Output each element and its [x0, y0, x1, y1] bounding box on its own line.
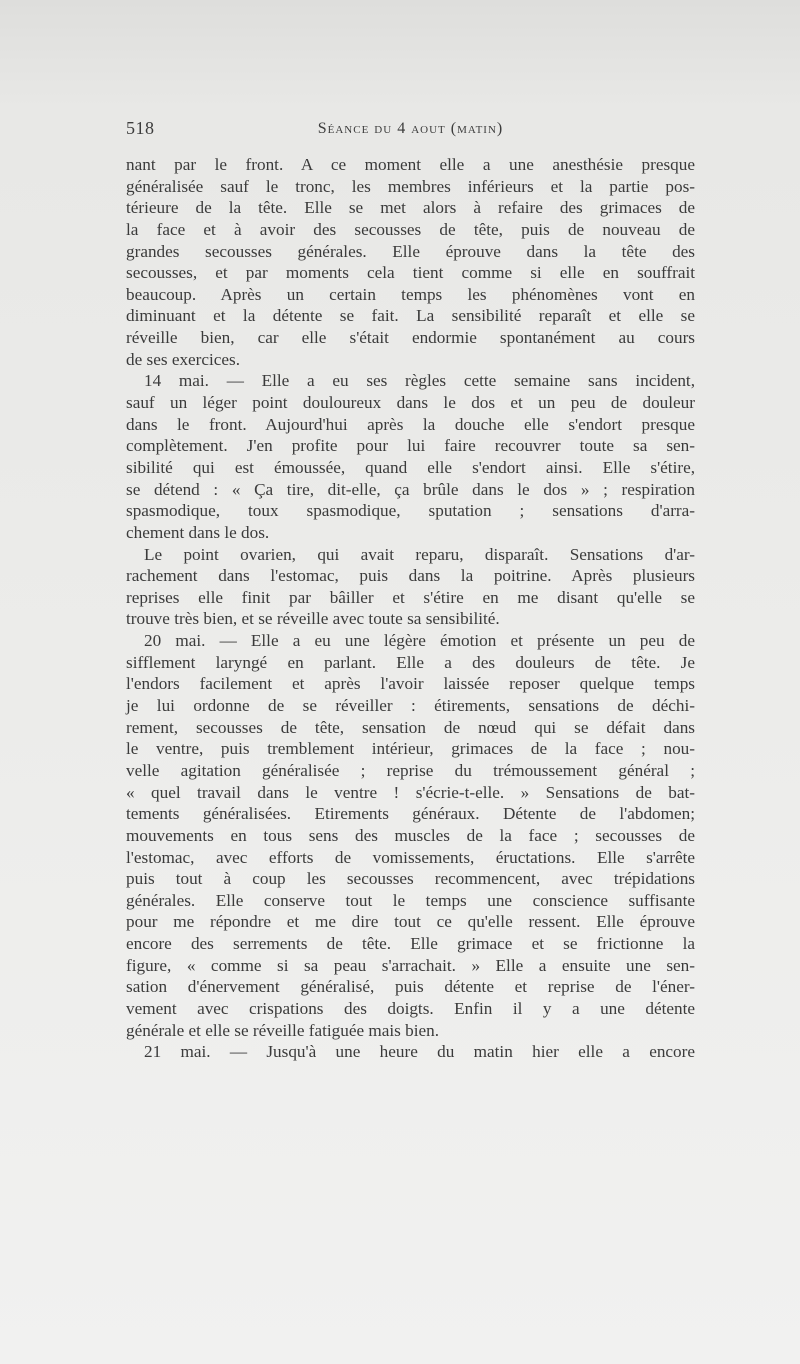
- text-line: reprises elle finit par bâiller et s'étire en me disant qu'elle se: [126, 587, 695, 607]
- text-line: la face et à avoir des secousses de tête, puis de nouveau de: [126, 219, 695, 239]
- text-line: se détend : « Ça tire, dit-elle, ça brûle dans le dos » ; respiration: [126, 479, 695, 499]
- text-line: puis tout à coup les secousses recommencent, avec trépidations: [126, 869, 695, 889]
- book-page: [126, 112, 695, 1063]
- page-number: 518: [126, 118, 155, 138]
- paragraph-20-mai: [126, 630, 695, 1041]
- text-line: « quel travail dans le ventre ! s'écrie-t-elle. » Sensations de bat-: [126, 782, 695, 802]
- text-line: térieure de la tête. Elle se met alors à refaire des grimaces de: [126, 198, 695, 218]
- text-line: figure, « comme si sa peau s'arrachait. » Elle a ensuite une sen-: [126, 955, 695, 975]
- text-line: sation d'énervement généralisé, puis détente et reprise de l'éner-: [126, 977, 695, 997]
- text-line: le ventre, puis tremblement intérieur, grimaces de la face ; nou-: [126, 739, 695, 759]
- text-line: diminuant et la détente se fait. La sensibilité reparaît et elle se: [126, 306, 695, 326]
- paragraph-14-mai: [126, 370, 695, 543]
- text-line: nant par le front. A ce moment elle a une anesthésie presque: [126, 155, 695, 174]
- text-line: velle agitation généralisée ; reprise du trémoussement général ;: [126, 760, 695, 780]
- text-line: rachement dans l'estomac, puis dans la poitrine. Après plusieurs: [126, 566, 695, 586]
- running-head: [126, 112, 695, 148]
- text-line: sifflement laryngé en parlant. Elle a des douleurs de tête. Je: [126, 652, 695, 672]
- text-line: je lui ordonne de se réveiller : étirements, sensations de déchi-: [126, 696, 695, 716]
- text-line: tements généralisées. Etirements généraux. Détente de l'abdomen;: [126, 804, 695, 824]
- paragraph-point-ovarien: [126, 544, 695, 631]
- text-line: sibilité qui est émoussée, quand elle s'endort ainsi. Elle s'étire,: [126, 457, 695, 477]
- text-line: mouvements en tous sens des muscles de la face ; secousses de: [126, 825, 695, 845]
- text-line: générales. Elle conserve tout le temps une conscience suffisante: [126, 890, 695, 910]
- text-line: complètement. J'en profite pour lui faire recouvrer toute sa sen-: [126, 436, 695, 456]
- text-line: beaucoup. Après un certain temps les phénomènes vont en: [126, 284, 695, 304]
- text-line: chement dans le dos.: [126, 522, 270, 542]
- text-line: dans le front. Aujourd'hui après la douche elle s'endort presque: [126, 414, 695, 434]
- text-line: généralisée sauf le tronc, les membres inférieurs et la partie pos-: [126, 176, 695, 196]
- running-head-title: Séance du 4 aout (matin): [317, 120, 504, 137]
- paragraph-continuation: [126, 154, 695, 370]
- text-line: pour me répondre et me dire tout ce qu'elle ressent. Elle éprouve: [126, 912, 695, 932]
- text-line: Le point ovarien, qui avait reparu, disparaît. Sensations d'ar-: [144, 544, 695, 564]
- body-text: [126, 154, 695, 1063]
- text-line: sauf un léger point douloureux dans le dos et un peu de douleur: [126, 393, 695, 413]
- text-line: générale et elle se réveille fatiguée mais bien.: [126, 1020, 440, 1040]
- paragraph-21-mai: [126, 1041, 695, 1063]
- text-line: réveille bien, car elle s'était endormie spontanément au cours: [126, 328, 695, 348]
- text-line: rement, secousses de tête, sensation de nœud qui se défait dans: [126, 717, 695, 737]
- text-line: 21 mai. — Jusqu'à une heure du matin hier elle a encore: [144, 1042, 695, 1062]
- text-line: encore des serrements de tête. Elle grimace et se frictionne la: [126, 934, 695, 954]
- text-line: de ses exercices.: [126, 349, 241, 369]
- text-line: grandes secousses générales. Elle éprouve dans la tête des: [126, 241, 695, 261]
- text-line: l'endors facilement et après l'avoir laissée reposer quelque temps: [126, 674, 695, 694]
- text-line: spasmodique, toux spasmodique, sputation ; sensations d'arra-: [126, 501, 695, 521]
- text-line: secousses, et par moments cela tient comme si elle en souffrait: [126, 263, 695, 283]
- text-line: vement avec crispations des doigts. Enfin il y a une détente: [126, 998, 695, 1018]
- text-line: trouve très bien, et se réveille avec toute sa sensibilité.: [126, 609, 500, 629]
- text-line: l'estomac, avec efforts de vomissements, éructations. Elle s'arrête: [126, 847, 695, 867]
- text-line: 20 mai. — Elle a eu une légère émotion et présente un peu de: [144, 631, 695, 651]
- text-line: 14 mai. — Elle a eu ses règles cette semaine sans incident,: [144, 371, 695, 391]
